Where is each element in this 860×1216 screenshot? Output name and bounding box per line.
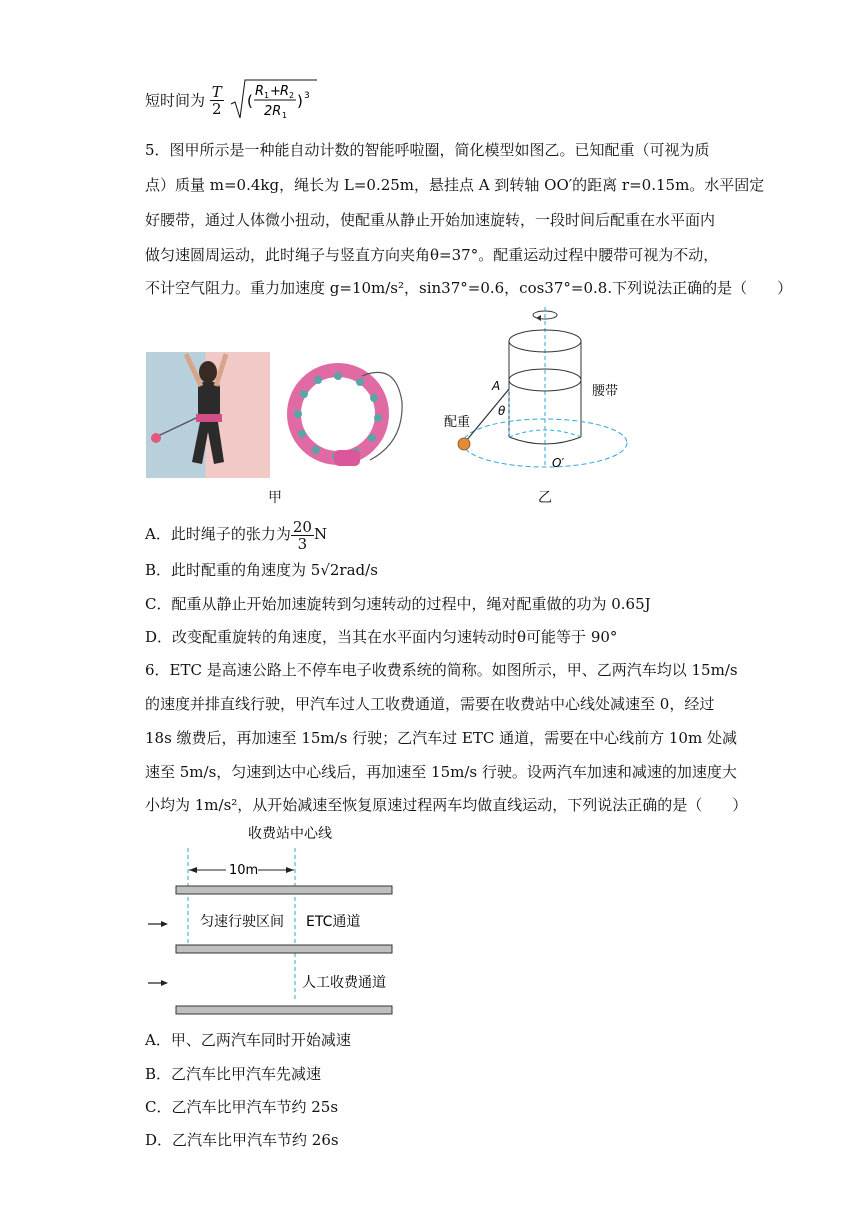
q5-option-b: B．此时配重的角速度为 5√2rad/s xyxy=(145,561,378,579)
r1-sub: 1 xyxy=(263,91,269,100)
svg-text:(: ( xyxy=(246,92,253,110)
uniform-zone-label: 匀速行驶区间 xyxy=(200,914,284,930)
previous-answer-fragment xyxy=(145,78,319,122)
q6-option-d: D．乙汽车比甲汽车节约 26s xyxy=(145,1131,339,1149)
r2-sub: 2 xyxy=(288,91,294,100)
q5-option-c: C．配重从静止开始加速旋转到匀速转动的过程中，绳对配重做的功为 0.65J xyxy=(145,595,651,613)
toll-lane-diagram xyxy=(140,820,410,1020)
belt-label: 腰带 xyxy=(592,384,619,399)
q5-line-4: 做匀速圆周运动，此时绳子与竖直方向夹角θ=37°。配重运动过程中腰带可视为不动， xyxy=(145,246,719,264)
power: 3 xyxy=(303,91,310,101)
o-prime-label: O′ xyxy=(552,456,565,470)
q6-line-4: 速至 5m/s，匀速到达中心线后，再加速至 15m/s 行驶。设两汽车加速和减速的加速度大 xyxy=(145,763,737,781)
q6-line-3: 18s 缴费后，再加速至 15m/s 行驶；乙汽车过 ETC 通道，需要在中心线前方 10m 处减 xyxy=(145,729,737,747)
q5-line-5: 不计空气阻力。重力加速度 g=10m/s²，sin37°=0.6，cos37°=0.8.下列说法正确的是（ ） xyxy=(145,279,793,297)
svg-text:): ) xyxy=(296,92,303,110)
q6-line-2: 的速度并排直线行驶，甲汽车过人工收费通道，需要在收费站中心线处减速至 0，经过 xyxy=(145,695,715,713)
q5-line-3: 好腰带，通过人体微小扭动，使配重从静止开始加速旋转，一段时间后配重在水平面内 xyxy=(145,211,716,229)
etc-lane-label: ETC通道 xyxy=(306,914,361,930)
q5-option-d: D．改变配重旋转的角速度，当其在水平面内匀速转动时θ可能等于 90° xyxy=(145,628,618,646)
theta-label: θ xyxy=(498,404,506,418)
den-sub: 1 xyxy=(281,111,287,120)
den: 2R xyxy=(263,104,281,119)
q5-option-a: A．此时绳子的张力为 $\frac{20}{3}$ N xyxy=(145,517,328,553)
q6-option-c: C．乙汽车比甲汽车节约 25s xyxy=(145,1098,339,1116)
q6-option-a: A．甲、乙两汽车同时开始减速 xyxy=(145,1031,351,1049)
smart-hula-hoop-image xyxy=(286,362,406,472)
rotation-model-diagram xyxy=(440,305,670,500)
q6-line-1: 6．ETC 是高速公路上不停车电子收费系统的简称。如图所示，甲、乙两汽车均以 15m/s xyxy=(145,661,738,679)
fragment-prefix: 短时间为 xyxy=(145,91,206,110)
distance-label: 10m xyxy=(229,863,259,878)
plus: + xyxy=(269,84,281,99)
r2: R xyxy=(279,84,289,99)
q6-line-5: 小均为 1m/s²，从开始减速至恢复原速过程两车均做直线运动，下列说法正确的是（ ） xyxy=(145,796,748,814)
q6-option-b: B．乙汽车比甲汽车先减速 xyxy=(145,1065,322,1083)
q5-line-1: 5．图甲所示是一种能自动计数的智能呼啦圈，简化模型如图乙。已知配重（可视为质 xyxy=(145,141,710,159)
q5-line-2: 点）质量 m=0.4kg，绳长为 L=0.25m，悬挂点 A 到转轴 OO′的距离 r=0.15m。水平固定 xyxy=(145,176,765,194)
point-a-label: A xyxy=(492,379,501,393)
r1: R xyxy=(254,84,264,99)
weight-label: 配重 xyxy=(444,415,471,430)
manual-lane-label: 人工收费通道 xyxy=(302,975,386,991)
figure-jia-label: 甲 xyxy=(268,490,282,506)
hula-hoop-person-photo xyxy=(146,352,270,478)
center-line-label: 收费站中心线 xyxy=(248,826,332,842)
figure-yi-label: 乙 xyxy=(538,490,552,506)
sqrt-radical xyxy=(229,78,319,122)
t-over-2: $\frac{T}{2}$ xyxy=(211,82,222,118)
